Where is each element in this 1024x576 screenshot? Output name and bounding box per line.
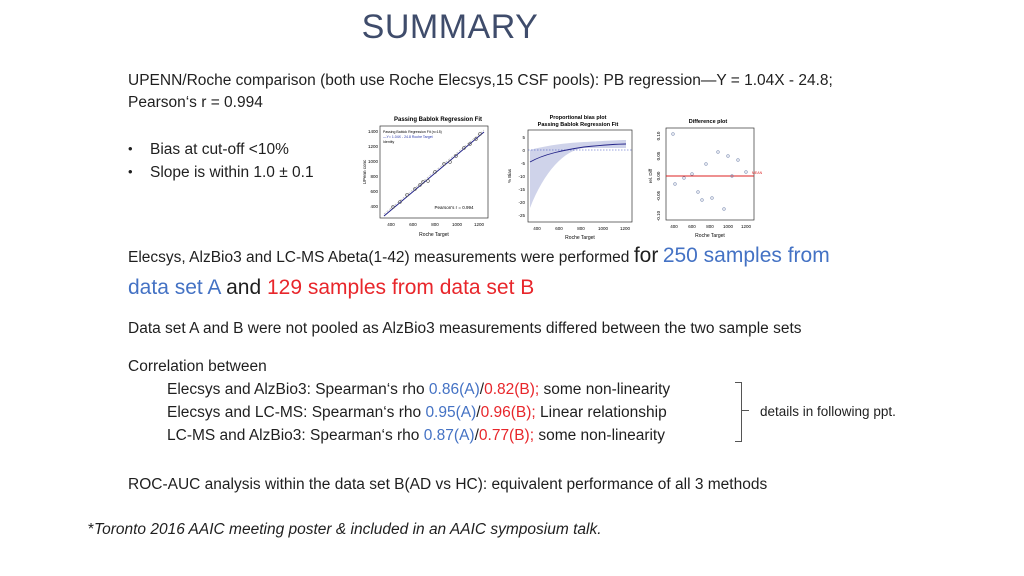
bullet-item <box>128 138 289 161</box>
diff-figure-title: Difference plot <box>688 119 728 125</box>
bias-y-ticks <box>518 135 525 218</box>
svg-text:1200: 1200 <box>473 222 485 227</box>
svg-text:-20: -20 <box>518 200 525 205</box>
correlation-heading: Correlation between <box>128 358 267 375</box>
bullet-item <box>128 161 314 184</box>
correlation-row: Elecsys and LC-MS: Spearman‘s rho 0.95(A)/0.96(B); Linear relationship <box>167 404 667 421</box>
roc-auc-note: ROC-AUC analysis within the data set B(AD vs HC): equivalent performance of all 3 methods <box>128 476 768 493</box>
diff-points <box>672 133 748 211</box>
svg-text:600: 600 <box>370 189 378 194</box>
svg-text:600: 600 <box>688 224 696 229</box>
svg-text:600: 600 <box>409 222 417 227</box>
svg-text:800: 800 <box>431 222 439 227</box>
svg-text:0.00: 0.00 <box>656 171 661 181</box>
footnote-text: Toronto 2016 AAIC meeting poster & included in an AAIC symposium talk. <box>94 521 602 538</box>
pb-x-ticks <box>387 222 484 227</box>
svg-text:0.05: 0.05 <box>656 151 661 161</box>
svg-text:-5: -5 <box>520 161 525 166</box>
pb-legend-3: Identity <box>383 140 395 144</box>
bullet-text: Bias at cut-off <10% <box>150 141 289 158</box>
pb-y-ticks <box>368 129 379 209</box>
diff-x-ticks <box>670 224 751 229</box>
measurement-line-1 <box>128 244 830 268</box>
correlation-row: LC-MS and AlzBio3: Spearman‘s rho 0.87(A)/0.77(B); some non-linearity <box>167 427 665 444</box>
measurement-line-2 <box>128 276 534 300</box>
correlation-bracket <box>735 382 742 442</box>
svg-text:1400: 1400 <box>367 129 378 134</box>
diff-x-label: Roche Target <box>695 233 725 239</box>
svg-text:800: 800 <box>577 226 585 231</box>
svg-text:800: 800 <box>370 174 378 179</box>
pb-points <box>392 133 482 209</box>
set-a-count: 250 samples from <box>662 244 830 267</box>
bias-x-label: Roche Target <box>565 235 595 241</box>
set-b-count: 129 samples from data set B <box>266 276 535 299</box>
measurement-and: and <box>226 276 262 299</box>
svg-text:400: 400 <box>670 224 678 229</box>
svg-text:1000: 1000 <box>451 222 463 227</box>
set-a-label: data set A <box>128 276 221 299</box>
correlation-row: Elecsys and AlzBio3: Spearman‘s rho 0.86(A)/0.82(B); some non-linearity <box>167 381 671 398</box>
svg-text:-25: -25 <box>518 213 525 218</box>
footnote-star: * <box>88 521 95 538</box>
svg-text:5: 5 <box>522 135 525 140</box>
svg-text:-0.05: -0.05 <box>656 190 661 202</box>
svg-text:800: 800 <box>706 224 714 229</box>
diff-y-ticks <box>656 131 661 221</box>
svg-text:-15: -15 <box>518 187 525 192</box>
svg-text:0.10: 0.10 <box>656 131 661 141</box>
svg-text:-0.10: -0.10 <box>656 210 661 222</box>
bias-figure-title-1: Proportional bias plot <box>549 115 607 121</box>
page-title: SUMMARY <box>361 8 539 46</box>
svg-text:1200: 1200 <box>619 226 631 231</box>
bias-plot-figure <box>504 112 636 242</box>
svg-text:1200: 1200 <box>740 224 752 229</box>
pb-legend-2: —Y= 1.04X - 24.8 Roche Target <box>383 135 433 139</box>
svg-text:0: 0 <box>522 148 525 153</box>
svg-text:-10: -10 <box>518 174 525 179</box>
svg-text:600: 600 <box>555 226 563 231</box>
diff-y-label: rel. Diff <box>648 168 653 184</box>
footnote <box>88 521 602 539</box>
pb-legend-1: Passing Bablok Regression Fit (n=15) <box>383 130 442 134</box>
measurement-for: for <box>633 244 659 267</box>
intro-line-2: Pearson‘s r = 0.994 <box>128 94 263 111</box>
pb-pearson-annotation: Pearson's r = 0.994 <box>434 205 474 210</box>
bracket-tick <box>741 410 749 411</box>
bias-y-label: % Bias <box>507 168 512 184</box>
bullet-icon: • <box>128 164 133 179</box>
bullet-icon: • <box>128 141 133 156</box>
pb-regression-figure <box>360 112 494 242</box>
pb-x-label: Roche Target <box>419 232 449 238</box>
svg-text:1200: 1200 <box>367 144 378 149</box>
svg-text:1000: 1000 <box>597 226 609 231</box>
bias-x-ticks <box>533 226 630 231</box>
svg-text:400: 400 <box>370 204 378 209</box>
svg-text:400: 400 <box>387 222 395 227</box>
difference-plot-figure <box>648 112 768 242</box>
details-note: details in following ppt. <box>760 404 896 419</box>
pb-y-label: UPenn conc <box>362 159 367 185</box>
pb-figure-title: Passing Bablok Regression Fit <box>393 117 483 123</box>
svg-text:400: 400 <box>533 226 541 231</box>
pooling-note: Data set A and B were not pooled as AlzBio3 measurements differed between the two sample sets <box>128 320 802 337</box>
bullet-text: Slope is within 1.0 ± 0.1 <box>150 164 314 181</box>
svg-text:1000: 1000 <box>722 224 734 229</box>
svg-text:1000: 1000 <box>367 159 378 164</box>
intro-line-1: UPENN/Roche comparison (both use Roche Elecsys,15 CSF pools): PB regression—Y = 1.04X - 24.8; <box>128 72 833 89</box>
measurement-text: Elecsys, AlzBio3 and LC-MS Abeta(1-42) measurements were performed <box>128 249 630 266</box>
bias-figure-title-2: Passing Bablok Regression Fit <box>537 122 619 128</box>
diff-mean-label: MEAN <box>752 171 763 175</box>
